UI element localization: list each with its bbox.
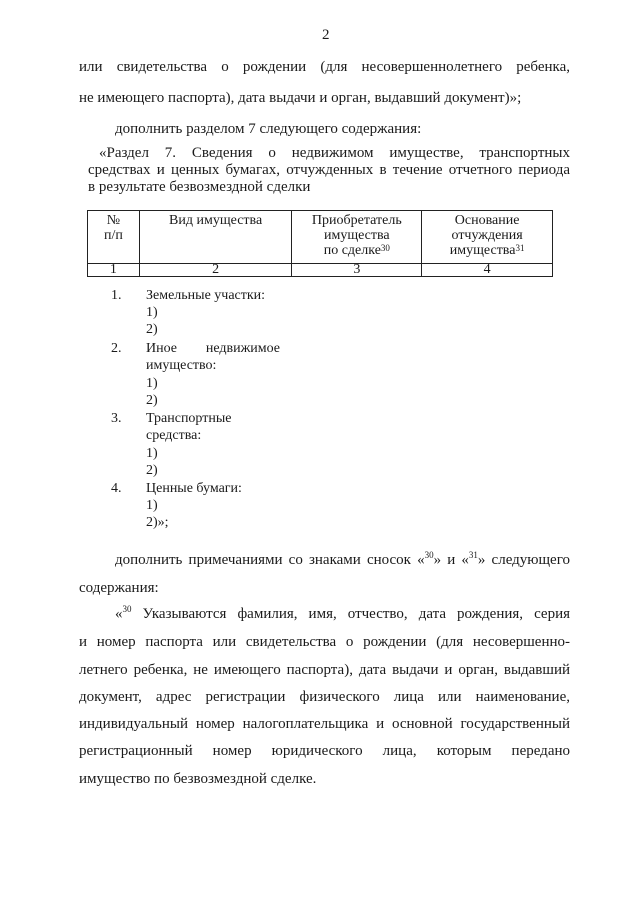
table-cell: 4 [422, 264, 553, 277]
notes-intro-text: дополнить примечаниями со знаками сносок « [115, 552, 425, 568]
section-line-2: средствах и ценных бумагах, отчужденных в течение отчетного периода [88, 162, 570, 178]
header-basis [422, 211, 553, 264]
header-acquirer-line: Приобретатель [311, 213, 402, 228]
list-subitem: 1) [146, 446, 158, 461]
list-subitem: 1) [146, 498, 158, 513]
notes-intro-text: » следующего [477, 552, 570, 568]
header-basis-line: имущества [449, 243, 516, 258]
list-item-label: Иное недвижимое [146, 341, 280, 356]
list-item-number: 3. [111, 411, 122, 426]
list-subitem: 1) [146, 305, 158, 320]
list-item-label: имущество: [146, 358, 217, 373]
intro-line-3: дополнить разделом 7 следующего содержания: [115, 121, 422, 137]
footnote-line-1 [115, 606, 570, 623]
table-cell: 3 [292, 264, 422, 277]
header-property-type [139, 211, 292, 264]
footnote-line-4: документ, адрес регистрации физического лица или наименование, [79, 689, 570, 705]
footnote-line-7: имущество по безвозмездной сделке. [79, 771, 317, 787]
header-number [88, 211, 140, 264]
list-item-label: Ценные бумаги: [146, 481, 242, 496]
footnote-line-6: регистрационный номер юридического лица, которым передано [79, 743, 570, 759]
header-acquirer-line: по сделке [323, 243, 381, 258]
table-cell: 2 [139, 264, 292, 277]
list-subitem: 2) [146, 463, 158, 478]
page-number: 2 [322, 27, 330, 43]
footnote-ref: 31 [468, 550, 478, 560]
list-item-number: 1. [111, 288, 122, 303]
list-item-label: средства: [146, 428, 202, 443]
footnote-ref: 30 [424, 550, 434, 560]
footnote-line-2: и номер паспорта или свидетельства о рождении (для несовершенно- [79, 634, 570, 650]
notes-intro-line-2: содержания: [79, 580, 159, 596]
header-acquirer [292, 211, 422, 264]
header-property-type-label: Вид имущества [169, 213, 263, 228]
footnote-ref: 31 [515, 243, 525, 253]
list-item-number: 4. [111, 481, 122, 496]
footnote-text: Указываются фамилия, имя, отчество, дата рождения, серия [131, 606, 570, 622]
footnote-ref: 30 [380, 243, 390, 253]
header-basis-line: отчуждения [451, 228, 523, 243]
table-number-row [88, 264, 553, 277]
list-item-label-wrap [146, 341, 280, 357]
section-line-3: в результате безвозмездной сделки [88, 179, 311, 195]
list-item-number: 2. [111, 341, 122, 356]
section-line-1: «Раздел 7. Сведения о недвижимом имуществе, транспортных [99, 145, 570, 161]
footnote-line-5: индивидуальный номер налогоплательщика и основной государственный [79, 716, 570, 732]
header-number-line: п/п [103, 228, 123, 243]
notes-intro-line-1 [115, 552, 570, 569]
list-subitem: 2) [146, 322, 158, 337]
list-item-label: Земельные участки: [146, 288, 266, 303]
list-subitem: 1) [146, 376, 158, 391]
table-cell: 1 [88, 264, 140, 277]
footnote-line-3: летнего ребенка, не имеющего паспорта), дата выдачи и орган, выдавший [79, 662, 570, 678]
property-table [87, 210, 553, 277]
table-header-row [88, 211, 553, 264]
footnote-open-quote: « [115, 606, 123, 622]
header-number-line: № [106, 213, 121, 228]
list-subitem: 2) [146, 393, 158, 408]
intro-line-2: не имеющего паспорта), дата выдачи и орган, выдавший документ)»; [79, 90, 522, 106]
list-item-label: Транспортные [146, 411, 232, 426]
footnote-ref: 30 [122, 604, 132, 614]
header-acquirer-line: имущества [323, 228, 390, 243]
intro-line-1: или свидетельства о рождении (для несовершеннолетнего ребенка, [79, 59, 570, 75]
list-subitem: 2)»; [146, 515, 169, 530]
notes-intro-text: » и « [433, 552, 469, 568]
header-basis-line: Основание [454, 213, 520, 228]
